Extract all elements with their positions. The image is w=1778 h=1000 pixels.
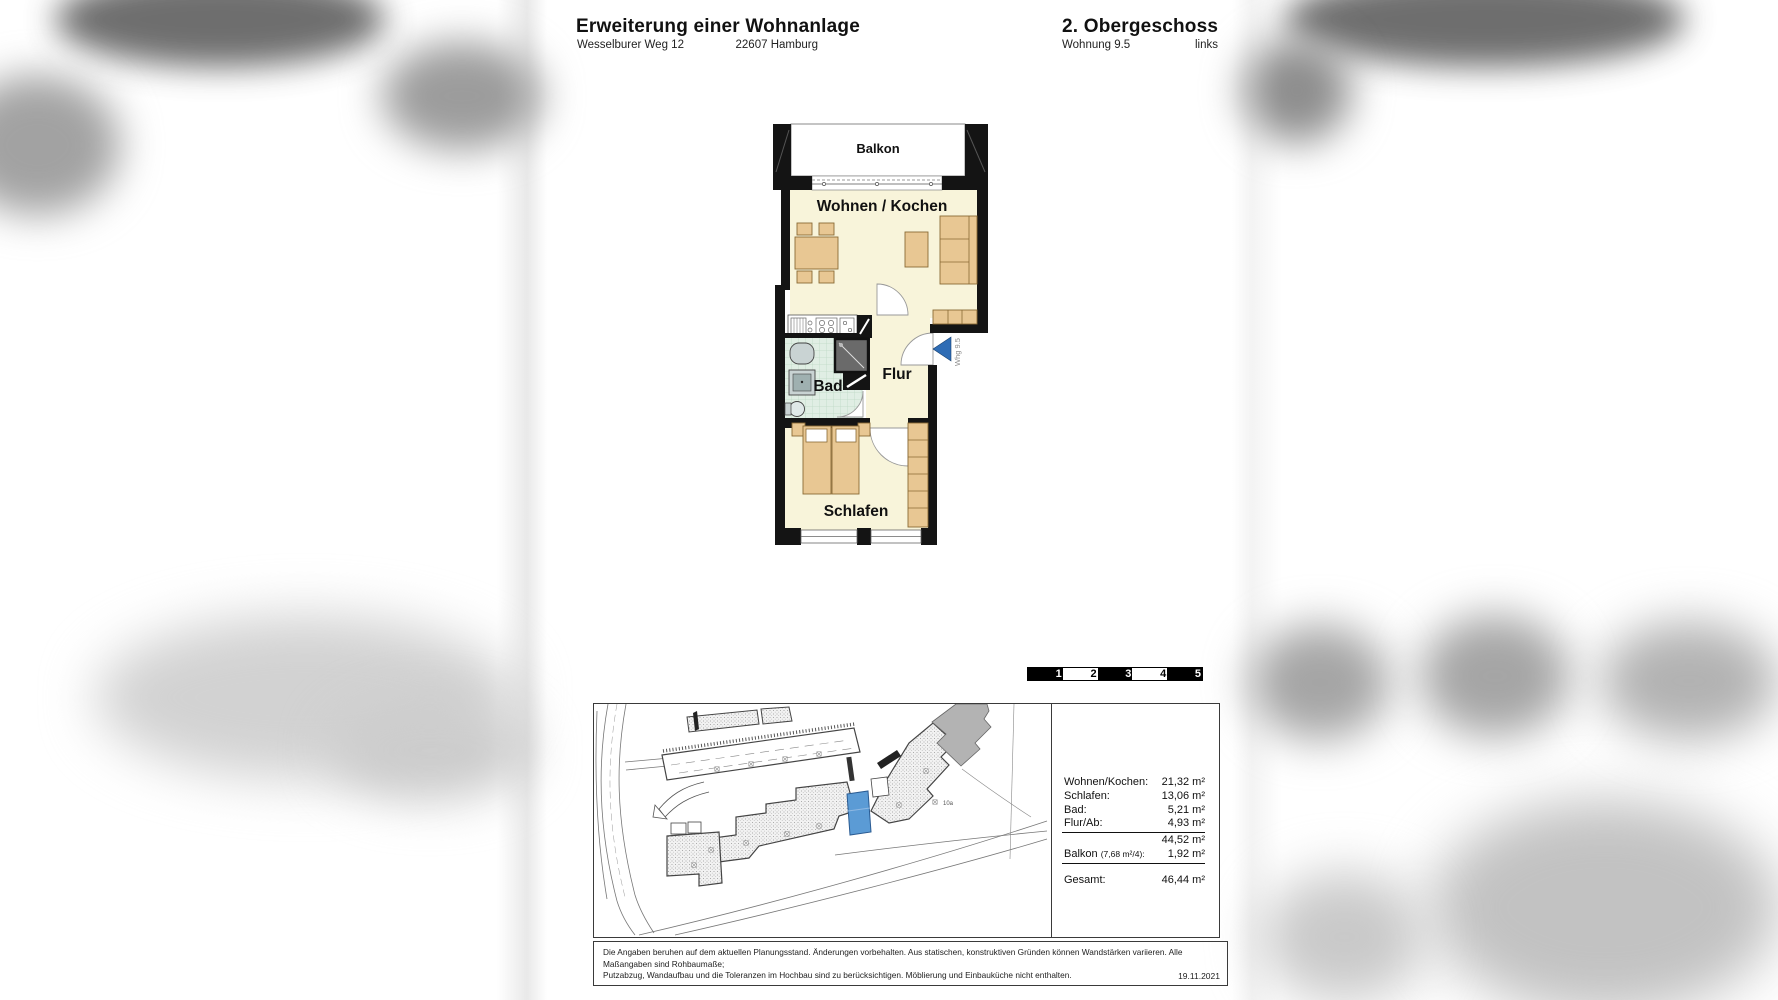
room-label-balkon: Balkon — [856, 141, 900, 156]
scale-tick: 1 — [1055, 668, 1062, 680]
scale-tick: 4 — [1160, 668, 1167, 680]
table-row: Schlafen: 13,06 m² — [1064, 789, 1205, 802]
address-street: Wesselburer Weg 12 — [577, 39, 684, 51]
apartment-row — [1062, 39, 1218, 51]
background-blur-right-mid3 — [1600, 622, 1778, 740]
balkon-row: Balkon (7,68 m²/4): 1,92 m² — [1064, 847, 1205, 860]
background-blur-right-top — [1285, 0, 1685, 67]
total-row: Gesamt: 46,44 m² — [1064, 873, 1205, 886]
background-blur-left-edge — [0, 75, 120, 215]
table-row: Wohnen/Kochen: 21,32 m² — [1064, 776, 1205, 788]
address-city: 22607 Hamburg — [735, 39, 818, 51]
apartment-label: Wohnung 9.5 — [1062, 39, 1131, 51]
siteplan-highlighted-unit — [847, 791, 871, 835]
floor-title: 2. Obergeschoss — [1062, 16, 1219, 37]
siteplan-left-building — [667, 832, 722, 886]
background-blur-right-bottom — [1430, 800, 1778, 1000]
table-row: Flur/Ab: 4,93 m² — [1064, 817, 1205, 830]
scale-tick: 2 — [1090, 668, 1097, 680]
table-row: Bad: 5,21 m² — [1064, 803, 1205, 816]
subtotal-row: 44,52 m² — [1161, 834, 1205, 847]
disclaimer-box — [593, 941, 1228, 986]
room-label-bad: Bad — [813, 378, 843, 395]
entry-arrow-icon — [933, 337, 951, 361]
floorplan-drawing — [770, 118, 992, 554]
position-label: links — [1194, 39, 1218, 51]
siteplan-unit-label: 10a — [943, 801, 954, 807]
siteplan-long-building — [662, 724, 860, 781]
area-table — [1064, 776, 1205, 888]
scale-tick: 3 — [1125, 668, 1132, 680]
room-label-flur: Flur — [882, 366, 912, 383]
table-rule — [1062, 832, 1205, 833]
scale-bar — [1027, 667, 1203, 681]
entry-marker-label: Whg 9.5 — [953, 338, 962, 366]
disclaimer-line1: Die Angaben beruhen auf dem aktuellen Planungsstand. Änderungen vorbehalten. Aus statischen, konstruktiven Gründen können Wandstärken variieren. Alle Maßangaben sind Rohbaumaße; — [603, 947, 1183, 969]
background-blur-right-bottom2 — [1262, 872, 1427, 1000]
disclaimer-line2: Putzabzug, Wandaufbau und die Toleranzen im Hochbau sind zu berücksichtigen. Möblierung und Einbauküche nicht enthalten. — [603, 970, 1072, 980]
room-label-wohnen: Wohnen / Kochen — [816, 198, 948, 215]
siteplan-stepped-building — [706, 782, 855, 863]
page-title: Erweiterung einer Wohnanlage — [576, 16, 860, 37]
siteplan-ramp — [653, 782, 709, 819]
balcony-window — [812, 176, 942, 190]
siteplan-small-building-top2 — [761, 707, 792, 724]
siteplan-divider — [1051, 703, 1052, 938]
background-blur-right-mid2 — [1420, 615, 1570, 737]
scale-tick: 5 — [1194, 668, 1201, 680]
address-row — [577, 39, 818, 51]
background-blur-left-top — [55, 0, 385, 67]
plan-date: 19.11.2021 — [1178, 970, 1220, 981]
page-left-soft-edge — [497, 0, 547, 1000]
siteplan-drawing — [594, 704, 1050, 937]
page-right-soft-edge — [1232, 0, 1282, 1000]
room-label-schlafen: Schlafen — [823, 503, 889, 520]
table-rule — [1062, 863, 1205, 864]
